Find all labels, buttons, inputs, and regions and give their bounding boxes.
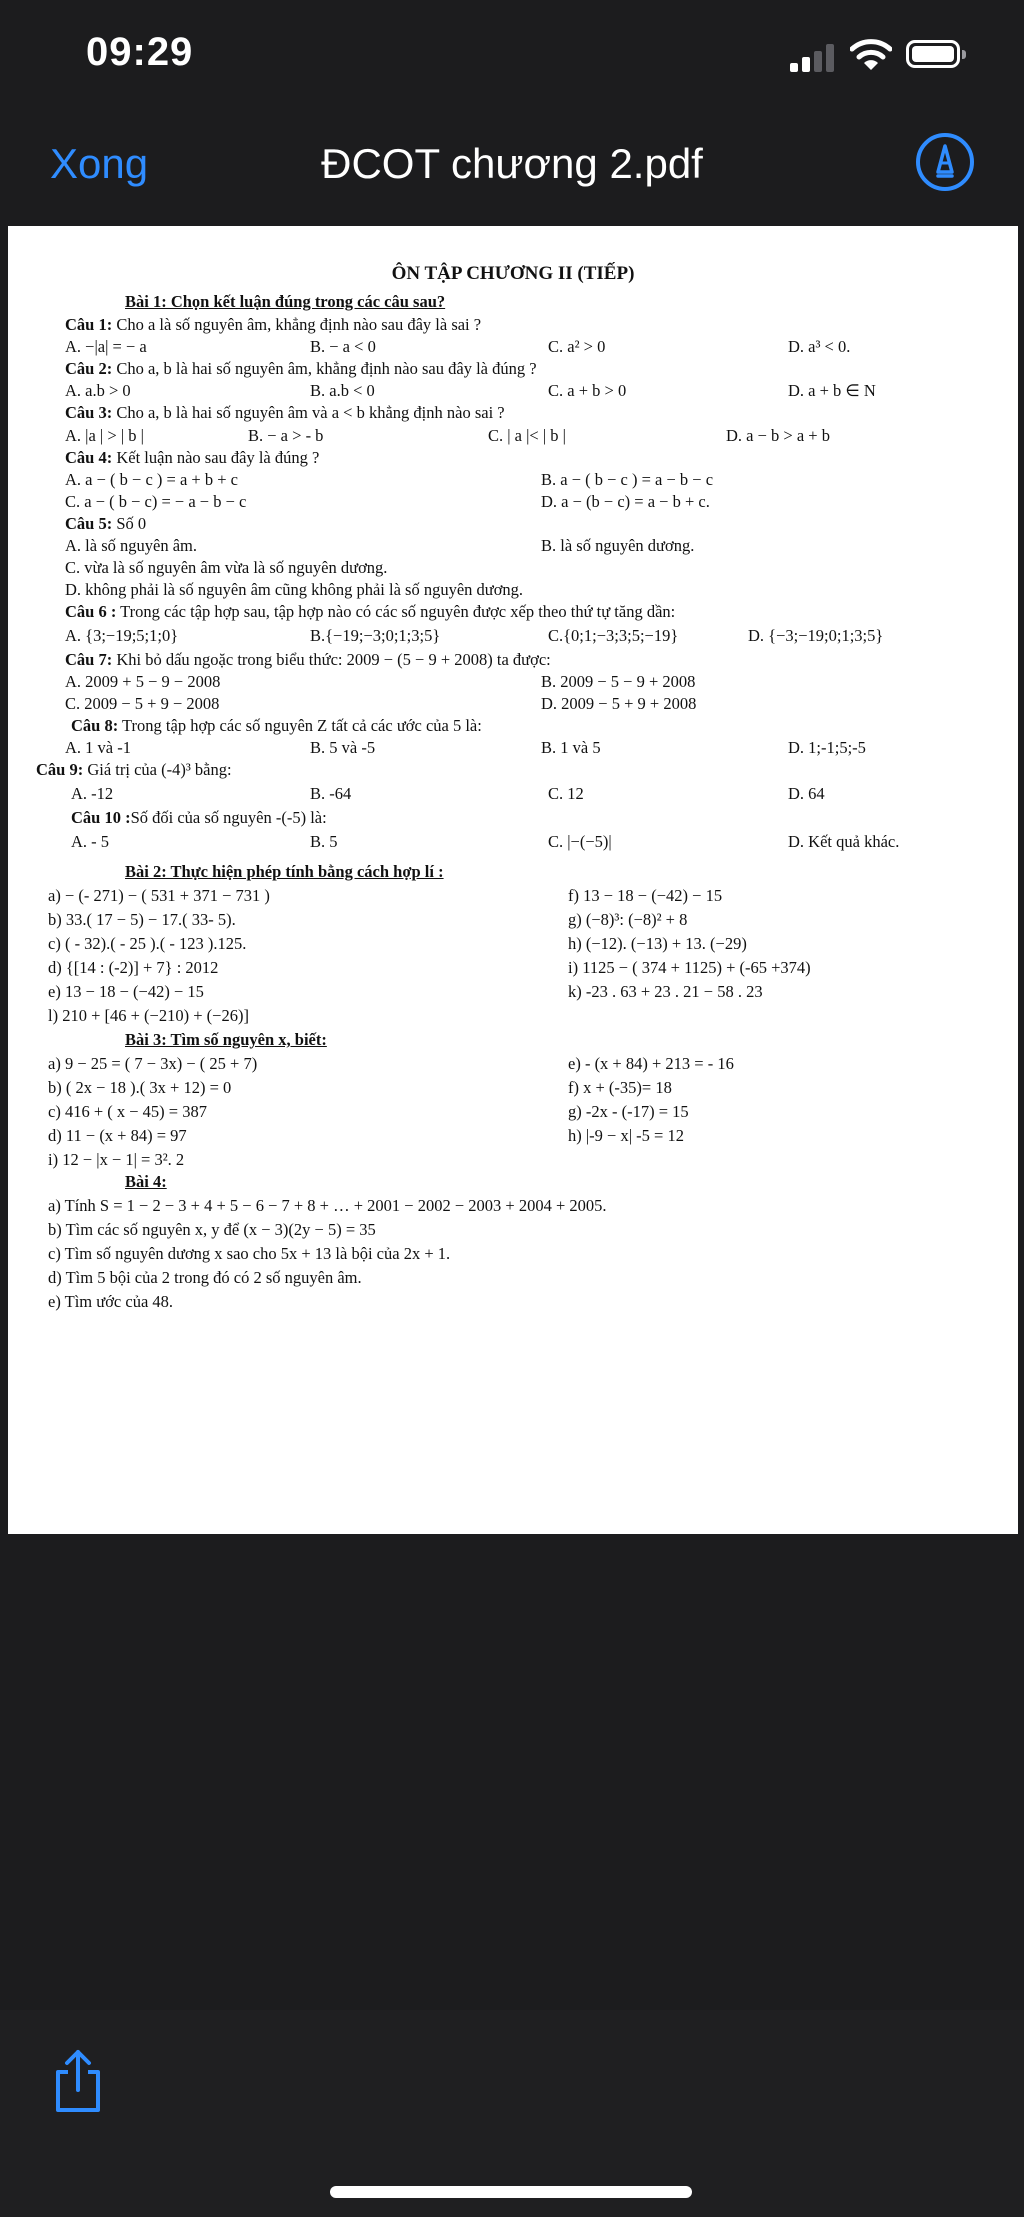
pdf-text-line: A. −|a| = − a	[65, 337, 147, 356]
pdf-text-line: Bài 1: Chọn kết luận đúng trong các câu sau?	[125, 292, 446, 311]
pdf-text-line: A. - 5	[71, 832, 110, 851]
pdf-text-line: D. a − (b − c) = a − b + c.	[541, 492, 710, 511]
pdf-text-line: A. 2009 + 5 − 9 − 2008	[65, 672, 221, 691]
pdf-text-line: b) ( 2x − 18 ).( 3x + 12) = 0	[48, 1078, 232, 1097]
pdf-text-line: e) Tìm ước của 48.	[48, 1292, 174, 1311]
pdf-text-line: D. 64	[788, 784, 825, 803]
pdf-text-line: B. 5 và -5	[310, 738, 376, 757]
pdf-text-line: Câu 6 : Trong các tập hợp sau, tập hợp nào có các số nguyên được xếp theo thứ tự tăng dần:	[65, 602, 676, 621]
pdf-text-line: A. |a | > | b |	[65, 426, 144, 445]
pdf-text-line: C. a − ( b − c) = − a − b − c	[65, 492, 247, 511]
pdf-text-line: B. a − ( b − c ) = a − b − c	[541, 470, 714, 489]
markup-pen-icon[interactable]	[915, 132, 975, 192]
pdf-text-line: e) 13 − 18 − (−42) − 15	[48, 982, 204, 1001]
pdf-text-line: A. 1 và -1	[65, 738, 131, 757]
pdf-text-line: C. a² > 0	[548, 337, 606, 356]
pdf-text-line: Câu 1: Cho a là số nguyên âm, khẳng định nào sau đây là sai ?	[65, 315, 482, 334]
pdf-text-line: g) (−8)³: (−8)² + 8	[568, 910, 688, 929]
pdf-text-line: B. là số nguyên dương.	[541, 536, 695, 555]
pdf-text-line: B.{−19;−3;0;1;3;5}	[310, 626, 441, 645]
pdf-text-line: Câu 3: Cho a, b là hai số nguyên âm và a < b khẳng định nào sai ?	[65, 403, 505, 422]
pdf-text-line: D. 2009 − 5 + 9 + 2008	[541, 694, 697, 713]
pdf-text-line: b) Tìm các số nguyên x, y để (x − 3)(2y − 5) = 35	[48, 1220, 376, 1239]
pdf-text-line: D. a + b ∈ N	[788, 381, 876, 400]
pdf-text-line: Câu 9: Giá trị của (-4)³ bằng:	[36, 760, 232, 779]
done-button[interactable]: Xong	[50, 140, 149, 187]
status-bar	[0, 0, 1024, 110]
pdf-text-line: B. 1 và 5	[541, 738, 601, 757]
pdf-text-line: A. a.b > 0	[65, 381, 131, 400]
pdf-text-line: Câu 2: Cho a, b là hai số nguyên âm, khẳng định nào sau đây là đúng ?	[65, 359, 537, 378]
pdf-text-line: D. Kết quả khác.	[788, 832, 900, 851]
pdf-text-line: Câu 10 :Số đối của số nguyên -(-5) là:	[71, 808, 327, 827]
home-indicator	[330, 2186, 692, 2198]
pdf-text-line: D. a − b > a + b	[726, 426, 830, 445]
pdf-text-line: l) 210 + [46 + (−210) + (−26)]	[48, 1006, 249, 1025]
pdf-text-line: Câu 4: Kết luận nào sau đây là đúng ?	[65, 448, 320, 467]
pdf-text-line: A. a − ( b − c ) = a + b + c	[65, 470, 238, 489]
cellular-signal-icon	[790, 42, 834, 72]
pdf-text-line: Câu 8: Trong tập hợp các số nguyên Z tất cả các ước của 5 là:	[71, 716, 482, 735]
pdf-text-line: h) |-9 − x| -5 = 12	[568, 1126, 684, 1145]
pdf-text-line: B. a.b < 0	[310, 381, 375, 400]
battery-icon	[906, 40, 960, 68]
pdf-text-line: Bài 2: Thực hiện phép tính bằng cách hợp lí :	[125, 862, 444, 881]
pdf-text-line: g) -2x - (-17) = 15	[568, 1102, 689, 1121]
pdf-text-line: A. -12	[71, 784, 114, 803]
pdf-text-line: c) 416 + ( x − 45) = 387	[48, 1102, 207, 1121]
pdf-text-line: D. {−3;−19;0;1;3;5}	[748, 626, 884, 645]
pdf-text-line: k) -23 . 63 + 23 . 21 − 58 . 23	[568, 982, 763, 1001]
pdf-text-line: Bài 3: Tìm số nguyên x, biết:	[125, 1030, 327, 1049]
pdf-text-line: B. -64	[310, 784, 352, 803]
pdf-text-line: a) − (- 271) − ( 531 + 371 − 731 )	[48, 886, 270, 905]
pdf-text-line: D. 1;-1;5;-5	[788, 738, 866, 757]
pdf-text-line: c) Tìm số nguyên dương x sao cho 5x + 13 là bội của 2x + 1.	[48, 1244, 451, 1263]
pdf-text-line: i) 1125 − ( 374 + 1125) + (-65 +374)	[568, 958, 811, 977]
pdf-text-line: D. không phải là số nguyên âm cũng không phải là số nguyên dương.	[65, 580, 524, 599]
pdf-text-line: e) - (x + 84) + 213 = - 16	[568, 1054, 734, 1073]
pdf-text-line: Câu 5: Số 0	[65, 514, 147, 533]
pdf-text-line: C. a + b > 0	[548, 381, 627, 400]
pdf-text-line: a) Tính S = 1 − 2 − 3 + 4 + 5 − 6 − 7 + 8 + … + 2001 − 2002 − 2003 + 2004 + 2005.	[48, 1196, 607, 1215]
pdf-text-line: C. |−(−5)|	[548, 832, 612, 851]
pdf-text-line: C. | a |< | b |	[488, 426, 566, 445]
pdf-text-line: Câu 7: Khi bỏ dấu ngoặc trong biểu thức: 2009 − (5 − 9 + 2008) ta được:	[65, 650, 551, 669]
pdf-text-line: b) 33.( 17 − 5) − 17.( 33- 5).	[48, 910, 236, 929]
wifi-icon	[850, 36, 892, 72]
document-title: ĐCOT chương 2.pdf	[321, 140, 703, 187]
bottom-toolbar	[0, 2010, 1024, 2217]
pdf-text-line: A. là số nguyên âm.	[65, 536, 197, 555]
pdf-text-line: i) 12 − |x − 1| = 3². 2	[48, 1150, 185, 1169]
pdf-text-line: f) x + (-35)= 18	[568, 1078, 672, 1097]
navigation-bar	[0, 120, 1024, 210]
pdf-text-line: a) 9 − 25 = ( 7 − 3x) − ( 25 + 7)	[48, 1054, 258, 1073]
pdf-heading: ÔN TẬP CHƯƠNG II (TIẾP)	[391, 263, 635, 284]
pdf-text-line: C.{0;1;−3;3;5;−19}	[548, 626, 679, 645]
pdf-text-line: B. − a > - b	[248, 426, 324, 445]
pdf-text-line: C. vừa là số nguyên âm vừa là số nguyên dương.	[65, 558, 388, 577]
pdf-text-line: B. − a < 0	[310, 337, 376, 356]
pdf-text-line: h) (−12). (−13) + 13. (−29)	[568, 934, 747, 953]
pdf-text-line: B. 5	[310, 832, 338, 851]
pdf-text-line: B. 2009 − 5 − 9 + 2008	[541, 672, 696, 691]
share-icon[interactable]	[48, 2048, 108, 2114]
pdf-text-line: A. {3;−19;5;1;0}	[65, 626, 179, 645]
pdf-text-line: c) ( - 32).( - 25 ).( - 123 ).125.	[48, 934, 247, 953]
pdf-text-line: C. 2009 − 5 + 9 − 2008	[65, 694, 220, 713]
pdf-text-line: f) 13 − 18 − (−42) − 15	[568, 886, 723, 905]
pdf-text-line: D. a³ < 0.	[788, 337, 851, 356]
pdf-text-line: d) 11 − (x + 84) = 97	[48, 1126, 187, 1145]
pdf-text-line: Bài 4:	[125, 1172, 167, 1191]
pdf-text-line: d) Tìm 5 bội của 2 trong đó có 2 số nguyên âm.	[48, 1268, 362, 1287]
pdf-text-line: d) {[14 : (-2)] + 7} : 2012	[48, 958, 219, 977]
pdf-page[interactable]	[8, 226, 1018, 1534]
pdf-text-line: C. 12	[548, 784, 584, 803]
status-time: 09:29	[86, 30, 194, 74]
